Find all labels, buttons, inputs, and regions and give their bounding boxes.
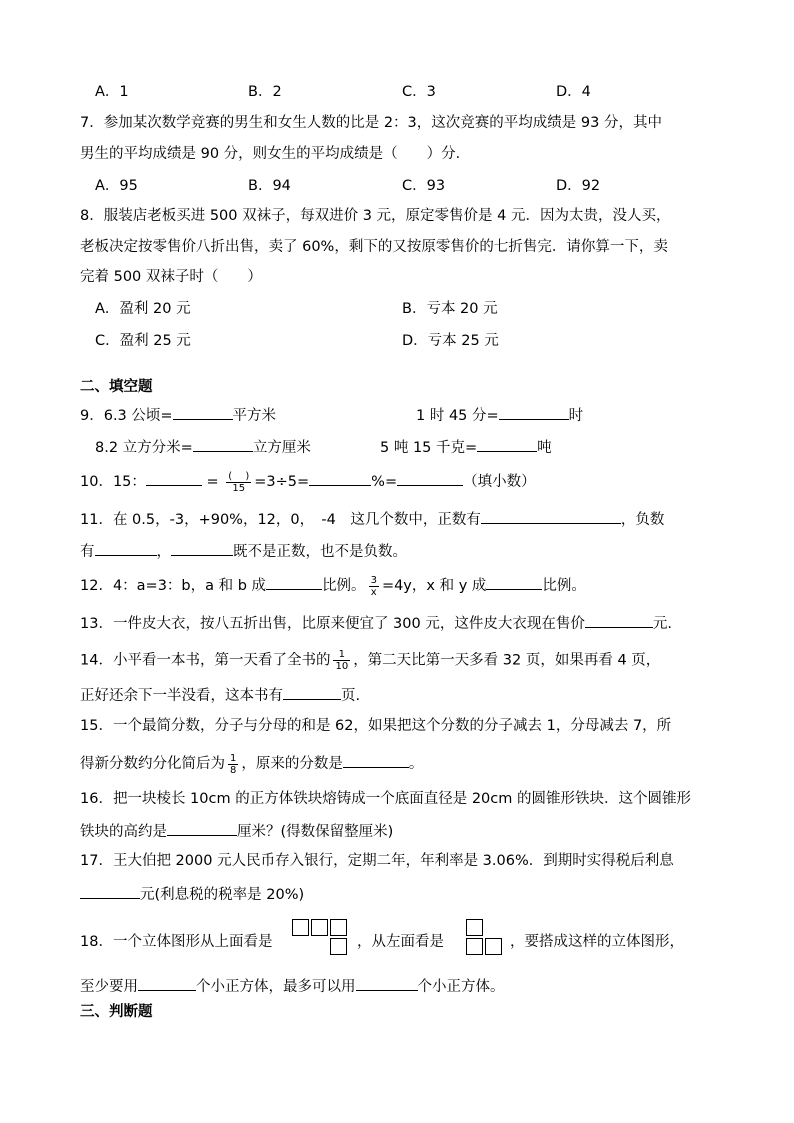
left-view-cell bbox=[466, 938, 483, 955]
q11-blank-positive[interactable] bbox=[481, 508, 621, 524]
q9a-unit: 平方米 bbox=[232, 408, 277, 424]
q8-line2: 老板决定按零售价八折出售，卖了 60%，剩下的又按原零售价的七折售完．请你算一下，卖 bbox=[80, 239, 668, 255]
q10-eq: = bbox=[201, 474, 224, 490]
q15-frac-den: 8 bbox=[230, 764, 237, 776]
q15-line2-b: ，原来的分数是 bbox=[241, 756, 343, 772]
q13-b: 元. bbox=[652, 616, 672, 632]
q15-blank[interactable] bbox=[343, 752, 409, 768]
q14-fraction bbox=[333, 649, 350, 672]
q15-line2 bbox=[80, 752, 423, 776]
q10-blank2[interactable] bbox=[309, 470, 371, 486]
q8-option-d: D．亏本 25 元 bbox=[402, 333, 499, 349]
q11-line1-end: ，负数 bbox=[620, 512, 665, 528]
q11-text: 11．在 0.5，-3，+90%，12，0， -4 这几个数中，正数有 bbox=[80, 512, 481, 528]
q17-blank[interactable] bbox=[80, 883, 140, 899]
q11-line2 bbox=[80, 540, 407, 562]
top-view-cell bbox=[330, 919, 347, 936]
q11-line2-c: 既不是正数，也不是负数。 bbox=[233, 544, 407, 560]
q10-frac-den: 15 bbox=[232, 482, 246, 494]
q12-fraction bbox=[369, 575, 379, 598]
q11-line2-b: ， bbox=[156, 544, 171, 560]
q8-option-b: B．亏本 20 元 bbox=[402, 301, 498, 317]
q15-fraction bbox=[228, 753, 238, 776]
q7-option-c: C．93 bbox=[402, 178, 446, 194]
q15-frac-num: 1 bbox=[230, 752, 237, 764]
q11-line2-a: 有 bbox=[80, 544, 95, 560]
q9b-unit: 时 bbox=[568, 408, 584, 424]
q13-blank[interactable] bbox=[585, 612, 653, 628]
q11-blank-neither[interactable] bbox=[171, 540, 233, 556]
q10-blank1[interactable] bbox=[146, 470, 202, 486]
q17-line2-text: 元(利息税的税率是 20%) bbox=[140, 887, 305, 903]
q15-line1: 15．一个最简分数，分子与分母的和是 62，如果把这个分数的分子减去 1，分母减去 7，所 bbox=[80, 718, 672, 734]
q12-frac-num: 3 bbox=[370, 574, 377, 586]
q10-blank3[interactable] bbox=[397, 470, 463, 486]
q12-blank1[interactable] bbox=[266, 574, 322, 590]
q7-line2: 男生的平均成绩是 90 分，则女生的平均成绩是（ ）分． bbox=[80, 146, 471, 162]
q14-frac-den: 10 bbox=[335, 661, 349, 672]
q10-frac-num: ( ) bbox=[228, 470, 250, 482]
left-view-diagram bbox=[466, 919, 506, 959]
q9c-blank[interactable] bbox=[193, 436, 253, 452]
q9d-blank[interactable] bbox=[477, 436, 537, 452]
q14-a: 14．小平看一本书，第一天看了全书的 bbox=[80, 652, 331, 669]
top-view-diagram bbox=[292, 919, 352, 959]
q18-line2-b: 个小正方体，最多可以用 bbox=[196, 979, 356, 995]
q10-pct: %= bbox=[371, 474, 398, 490]
q15-line2-end: 。 bbox=[408, 756, 424, 772]
q18-line2-a: 至少要用 bbox=[80, 979, 138, 995]
q9c-text: 8.2 立方分米= bbox=[95, 440, 193, 456]
q14-frac-num: 1 bbox=[333, 649, 350, 661]
q12-d: 比例。 bbox=[542, 578, 586, 594]
q12-c: =4y，x 和 y 成 bbox=[381, 578, 487, 594]
q9d-text: 5 吨 15 千克= bbox=[380, 440, 478, 456]
q10-start: 10．15： bbox=[80, 474, 146, 490]
q9a-text: 9．6.3 公顷= bbox=[80, 408, 173, 424]
q8-option-c: C．盈利 25 元 bbox=[95, 333, 191, 349]
q9c-unit: 立方厘米 bbox=[252, 440, 311, 456]
q14-b: ，第二天比第一天多看 32 页，如果再看 4 页， bbox=[353, 652, 661, 669]
top-view-cell bbox=[311, 919, 328, 936]
q18-line2-c: 个小正方体。 bbox=[417, 979, 505, 995]
q7-option-d: D．92 bbox=[556, 178, 601, 194]
q11-line1 bbox=[80, 508, 664, 530]
q18-c: ，要搭成这样的立体图形， bbox=[510, 934, 684, 950]
q9-row1-right bbox=[416, 404, 583, 426]
q13-a: 13．一件皮大衣，按八五折出售，比原来便宜了 300 元，这件皮大衣现在售价 bbox=[80, 616, 585, 632]
q17-line2 bbox=[80, 883, 304, 905]
q12-blank2[interactable] bbox=[486, 574, 542, 590]
q6-option-b: B．2 bbox=[248, 84, 282, 100]
q9b-blank[interactable] bbox=[499, 404, 569, 420]
q9b-text: 1 时 45 分= bbox=[416, 408, 499, 424]
q6-option-c: C．3 bbox=[402, 84, 436, 100]
section-title-fill-in: 二、填空题 bbox=[80, 379, 153, 395]
q10-mid: =3÷5= bbox=[254, 474, 310, 490]
q18-b: ，从左面看是 bbox=[357, 934, 444, 950]
q17-line1: 17．王大伯把 2000 元人民币存入银行，定期二年，年利率是 3.06%．到期时实得税后利息 bbox=[80, 853, 674, 869]
q14-blank[interactable] bbox=[283, 684, 341, 700]
q16-line1: 16．把一块棱长 10cm 的正方体铁块熔铸成一个底面直径是 20cm 的圆锥形铁块．这个圆锥形 bbox=[80, 791, 691, 807]
q18-blank-max[interactable] bbox=[356, 975, 418, 991]
q6-option-a: A．1 bbox=[95, 84, 129, 100]
q18-blank-min[interactable] bbox=[138, 975, 196, 991]
q10-fraction bbox=[226, 471, 251, 494]
q8-line3: 完着 500 双袜子时（ ） bbox=[80, 269, 262, 285]
q12-frac-den: x bbox=[370, 586, 377, 598]
q9-row2-left bbox=[95, 436, 311, 458]
q8-option-a: A．盈利 20 元 bbox=[95, 301, 191, 317]
q9a-blank[interactable] bbox=[173, 404, 233, 420]
q10-line bbox=[80, 470, 536, 494]
q15-line2-a: 得新分数约分化简后为 bbox=[80, 756, 225, 772]
q18-a: 18．一个立体图形从上面看是 bbox=[80, 934, 273, 950]
q7-option-b: B．94 bbox=[248, 178, 291, 194]
q14-line2 bbox=[80, 684, 360, 706]
q10-end: （填小数） bbox=[463, 474, 536, 490]
q8-line1: 8．服装店老板买进 500 双袜子，每双进价 3 元，原定零售价是 4 元．因为太贵，没人买， bbox=[80, 208, 671, 224]
q6-option-d: D．4 bbox=[556, 84, 591, 100]
q14-line2-end: 页. bbox=[341, 688, 361, 704]
q18-line2 bbox=[80, 975, 505, 997]
q9-row2-right bbox=[380, 436, 552, 458]
q12-line bbox=[80, 574, 586, 598]
q11-blank-negative[interactable] bbox=[95, 540, 157, 556]
top-view-cell bbox=[292, 919, 309, 936]
q7-line1: 7．参加某次数学竞赛的男生和女生人数的比是 2：3，这次竞赛的平均成绩是 93 分，其中 bbox=[80, 115, 662, 131]
q12-b: 比例。 bbox=[322, 578, 366, 594]
q16-line2-b: 厘米？(得数保留整厘米) bbox=[237, 824, 394, 840]
section-title-true-false: 三、判断题 bbox=[80, 1004, 153, 1020]
q7-option-a: A．95 bbox=[95, 178, 138, 194]
q12-a: 12．4：a=3：b，a 和 b 成 bbox=[80, 578, 267, 594]
left-view-cell bbox=[485, 938, 502, 955]
top-view-cell bbox=[330, 938, 347, 955]
left-view-cell bbox=[466, 919, 483, 936]
q16-line2-a: 铁块的高约是 bbox=[80, 824, 167, 840]
q14-line2-text: 正好还余下一半没看，这本书有 bbox=[80, 688, 283, 704]
q13-line bbox=[80, 612, 672, 634]
q16-line2 bbox=[80, 820, 393, 842]
q9d-unit: 吨 bbox=[537, 440, 552, 456]
q14-line1 bbox=[80, 649, 660, 672]
q16-blank[interactable] bbox=[167, 820, 237, 836]
q9-row1-left bbox=[80, 404, 276, 426]
